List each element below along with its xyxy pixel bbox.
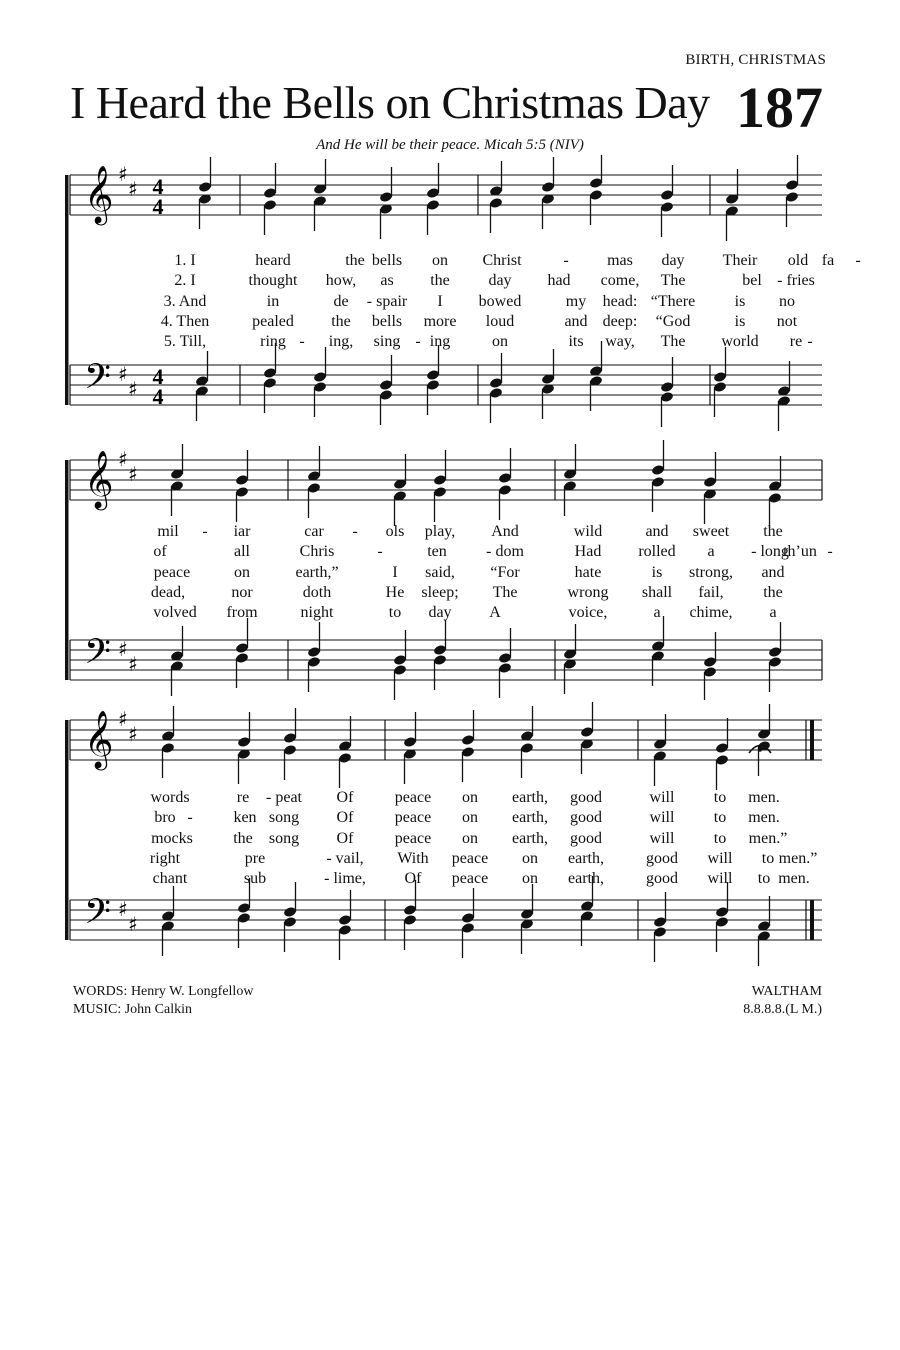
lyric-syllable: - xyxy=(415,333,421,351)
treble-staff xyxy=(70,702,822,790)
lyric-syllable: bells xyxy=(371,312,403,330)
lyric-syllable: way, xyxy=(605,333,635,351)
lyric-syllable: ols xyxy=(385,523,405,540)
lyric-syllable: ken xyxy=(233,809,257,827)
lyric-syllable: and xyxy=(761,563,785,581)
lyric-syllable: 5. Till, xyxy=(163,333,207,351)
lyric-syllable: thought xyxy=(248,272,298,290)
final-barline xyxy=(810,900,814,940)
lyric-syllable: rolled xyxy=(638,543,676,561)
lyric-syllable: the xyxy=(430,272,450,290)
lyric-syllable: mocks xyxy=(151,829,193,847)
lyric-syllable: to xyxy=(757,870,771,888)
lyric-syllable: in xyxy=(266,292,280,310)
lyric-syllable: I xyxy=(392,563,398,581)
lyric-syllable: earth,” xyxy=(295,563,339,581)
treble-clef-icon: 𝄞 xyxy=(84,165,114,223)
lyric-syllable: and xyxy=(564,312,588,330)
lyric-syllable: men.” xyxy=(748,829,788,847)
lyric-syllable: car xyxy=(304,523,324,540)
lyric-syllable: chant xyxy=(152,870,188,888)
hymn-number: 187 xyxy=(736,75,823,140)
lyric-syllable: The xyxy=(492,583,518,601)
lyric-syllable: day xyxy=(661,252,685,269)
lyric-syllable: peace xyxy=(451,849,489,867)
lyric-syllable: a xyxy=(769,604,777,622)
verse-line-5 xyxy=(0,870,900,890)
fermata-dot xyxy=(758,748,762,752)
lyric-syllable: mil xyxy=(157,523,179,540)
lyric-syllable: fail, xyxy=(698,583,724,601)
sharp-c-icon: ♯ xyxy=(128,912,138,936)
time-signature-top: 4 xyxy=(152,364,164,389)
lyric-syllable: earth, xyxy=(512,809,548,827)
lyric-syllable: on xyxy=(462,789,478,806)
sharp-f-icon: ♯ xyxy=(118,162,128,186)
bass-clef-icon: 𝄢 xyxy=(84,631,112,680)
lyric-syllable: - vail, xyxy=(326,849,364,867)
lyric-syllable: good xyxy=(570,789,602,806)
lyric-syllable: on xyxy=(462,809,478,827)
verse-line-3 xyxy=(0,564,900,584)
lyric-syllable: - spair xyxy=(366,292,408,310)
lyric-syllable: peace xyxy=(153,563,191,581)
lyric-syllable: of xyxy=(153,543,167,561)
lyric-syllable: 3. And xyxy=(163,292,207,310)
lyric-syllable: iar xyxy=(233,523,251,540)
scripture-reference: And He will be their peace. Micah 5:5 (NIV) xyxy=(316,137,584,153)
lyric-syllable: A xyxy=(489,604,501,622)
lyric-syllable: head: xyxy=(602,292,638,310)
lyric-syllable: the xyxy=(763,583,783,601)
lyric-syllable: on xyxy=(492,333,508,351)
lyric-syllable: as xyxy=(380,272,394,290)
lyric-syllable: - xyxy=(187,809,193,827)
sharp-f-icon: ♯ xyxy=(118,362,128,386)
lyric-syllable: 1. I xyxy=(174,252,196,269)
lyric-syllable: - xyxy=(827,543,833,561)
lyric-syllable: ing, xyxy=(328,333,354,351)
lyric-syllable: heard xyxy=(255,252,291,269)
lyric-syllable: bells xyxy=(371,252,403,269)
lyric-syllable: men. xyxy=(778,870,810,888)
lyric-syllable: I xyxy=(437,292,443,310)
lyric-syllable: to xyxy=(713,809,727,827)
lyric-syllable: The xyxy=(660,272,686,290)
lyric-syllable: deep: xyxy=(602,312,638,330)
lyric-syllable: is xyxy=(734,292,746,310)
lyric-syllable: to xyxy=(388,604,402,622)
lyric-syllable: - xyxy=(202,523,208,540)
lyric-syllable: Christ xyxy=(482,252,522,269)
lyric-syllable: Of xyxy=(336,789,354,806)
bass-staff xyxy=(70,616,822,700)
lyric-syllable: more xyxy=(423,312,457,330)
lyric-syllable: the xyxy=(233,829,253,847)
lyric-syllable: - xyxy=(563,252,569,269)
lyric-syllable: peace xyxy=(394,829,432,847)
lyric-syllable: the xyxy=(331,312,351,330)
lyric-syllable: song xyxy=(268,829,300,847)
lyric-syllable: Chris xyxy=(299,543,335,561)
lyric-syllable: good xyxy=(570,829,602,847)
lyric-syllable: With xyxy=(397,849,429,867)
verse-line-3 xyxy=(0,830,900,850)
lyric-syllable: on xyxy=(522,870,538,888)
verse-line-2 xyxy=(0,809,900,829)
lyric-syllable: its xyxy=(568,333,584,351)
verse-line-2 xyxy=(0,543,900,563)
lyric-syllable: sweet xyxy=(692,523,730,540)
lyric-syllable: - lime, xyxy=(324,870,366,888)
verse-line-4 xyxy=(0,313,900,333)
lyric-syllable: on xyxy=(522,849,538,867)
lyric-syllable: will xyxy=(707,870,733,888)
time-signature-top: 4 xyxy=(152,174,164,199)
lyric-syllable: to xyxy=(713,829,727,847)
lyric-syllable: - xyxy=(352,523,358,540)
lyric-syllable: on xyxy=(432,252,448,269)
lyric-syllable: to xyxy=(761,849,775,867)
lyric-syllable: will xyxy=(649,829,675,847)
lyric-syllable: re xyxy=(789,333,803,351)
lyric-syllable: world xyxy=(721,333,759,351)
sharp-c-icon: ♯ xyxy=(128,462,138,486)
lyric-syllable: men. xyxy=(748,809,780,827)
lyric-syllable: is xyxy=(651,563,663,581)
bass-clef-icon: 𝄢 xyxy=(84,356,112,405)
music-credit: MUSIC: John Calkin xyxy=(73,1002,193,1017)
lyric-syllable: wrong xyxy=(567,583,609,601)
lyric-syllable: will xyxy=(707,849,733,867)
verse-line-5 xyxy=(0,604,900,624)
lyric-syllable: and xyxy=(645,523,669,540)
lyric-syllable: chime, xyxy=(689,604,733,622)
sharp-c-icon: ♯ xyxy=(128,377,138,401)
lyric-syllable: de xyxy=(333,292,349,310)
verse-line-4 xyxy=(0,850,900,870)
lyric-syllable: on xyxy=(462,829,478,847)
lyric-syllable: play, xyxy=(424,523,456,540)
lyric-syllable: words xyxy=(150,789,190,806)
lyric-syllable: good xyxy=(570,809,602,827)
lyric-syllable: bowed xyxy=(478,292,522,310)
lyric-syllable: day xyxy=(488,272,512,290)
lyric-syllable: from xyxy=(226,604,258,622)
lyric-syllable: shall xyxy=(641,583,673,601)
lyric-syllable: to xyxy=(713,789,727,806)
lyric-syllable: re xyxy=(236,789,250,806)
time-signature-bottom: 4 xyxy=(152,194,164,219)
lyric-syllable: how, xyxy=(325,272,357,290)
lyric-syllable: said, xyxy=(425,563,455,581)
lyric-syllable: - fries xyxy=(777,272,815,290)
lyric-syllable: Of xyxy=(404,870,422,888)
lyric-syllable: 2. I xyxy=(174,272,196,290)
verse-line-1 xyxy=(0,252,900,272)
lyric-syllable: ten xyxy=(427,543,447,561)
time-signature-bottom: 4 xyxy=(152,384,164,409)
lyric-syllable: night xyxy=(300,604,334,622)
lyric-syllable: mas xyxy=(607,252,633,269)
lyric-syllable: wild xyxy=(573,523,603,540)
treble-clef-icon: 𝄞 xyxy=(84,450,114,508)
lyric-syllable: loud xyxy=(485,312,515,330)
lyric-syllable: - xyxy=(299,333,305,351)
lyric-syllable: sleep; xyxy=(421,583,459,601)
meter: 8.8.8.8.(L M.) xyxy=(743,1002,822,1017)
lyric-syllable: pealed xyxy=(252,312,294,330)
lyric-syllable: right xyxy=(149,849,181,867)
verse-line-4 xyxy=(0,584,900,604)
verse-line-3 xyxy=(0,293,900,313)
tune-name: WALTHAM xyxy=(751,984,822,999)
lyric-syllable: nor xyxy=(231,583,253,601)
lyric-syllable: - long xyxy=(751,543,789,561)
sharp-f-icon: ♯ xyxy=(118,637,128,661)
lyric-syllable: - xyxy=(807,333,813,351)
lyric-syllable: Had xyxy=(574,543,602,561)
lyric-syllable: sub xyxy=(243,870,267,888)
lyric-syllable: is xyxy=(734,312,746,330)
bass-clef-icon: 𝄢 xyxy=(84,891,112,940)
lyric-syllable: peace xyxy=(451,870,489,888)
lyric-syllable: - peat xyxy=(266,789,302,806)
treble-staff xyxy=(70,440,822,528)
treble-clef-icon: 𝄞 xyxy=(84,710,114,768)
lyric-syllable: He xyxy=(385,583,405,601)
hymn-title: I Heard the Bells on Christmas Day xyxy=(70,77,710,128)
verse-line-1 xyxy=(0,523,900,543)
lyric-syllable: “God xyxy=(655,312,691,330)
lyric-syllable: will xyxy=(649,789,675,806)
lyric-syllable: song xyxy=(268,809,300,827)
lyric-syllable: Of xyxy=(336,809,354,827)
lyric-syllable: a xyxy=(707,543,715,561)
lyric-syllable: come, xyxy=(600,272,640,290)
credits xyxy=(73,983,253,1019)
lyric-syllable: - dom xyxy=(486,543,524,561)
lyric-syllable: peace xyxy=(394,809,432,827)
lyric-syllable: earth, xyxy=(512,829,548,847)
lyric-syllable: Of xyxy=(336,829,354,847)
lyric-syllable: not xyxy=(776,312,798,330)
lyric-syllable: the xyxy=(763,523,783,540)
lyric-syllable: th’un xyxy=(783,543,817,561)
lyric-syllable: pre xyxy=(244,849,266,867)
lyric-syllable: good xyxy=(646,870,678,888)
verse-line-2 xyxy=(0,272,900,292)
lyric-syllable: good xyxy=(646,849,678,867)
treble-staff xyxy=(70,155,822,241)
verse-line-1 xyxy=(0,789,900,809)
lyric-syllable: - xyxy=(855,252,861,269)
lyric-syllable: no xyxy=(779,292,795,310)
lyric-syllable: Their xyxy=(722,252,758,269)
lyric-syllable: fa xyxy=(821,252,835,269)
lyric-syllable: my xyxy=(565,292,587,310)
lyric-syllable: The xyxy=(660,333,686,351)
lyric-syllable: peace xyxy=(394,789,432,806)
lyric-syllable: all xyxy=(234,543,250,561)
lyric-syllable: bro xyxy=(154,809,176,827)
lyric-syllable: doth xyxy=(302,583,332,601)
lyric-syllable: dead, xyxy=(150,583,186,601)
sharp-f-icon: ♯ xyxy=(118,707,128,731)
sharp-f-icon: ♯ xyxy=(118,447,128,471)
lyric-syllable: hate xyxy=(574,563,602,581)
lyric-syllable: day xyxy=(428,604,452,622)
lyric-syllable: ring xyxy=(260,333,286,351)
lyric-syllable: bel xyxy=(742,272,762,290)
lyric-syllable: “For xyxy=(490,563,520,581)
sharp-c-icon: ♯ xyxy=(128,722,138,746)
lyric-syllable: had xyxy=(547,272,571,290)
lyric-syllable: sing xyxy=(373,333,401,351)
lyric-syllable: volved xyxy=(153,604,197,622)
lyric-syllable: strong, xyxy=(689,563,733,581)
lyric-syllable: on xyxy=(234,563,250,581)
lyric-syllable: men. xyxy=(748,789,780,806)
lyric-syllable: 4. Then xyxy=(160,312,210,330)
lyric-syllable: earth, xyxy=(568,849,604,867)
lyric-syllable: old xyxy=(787,252,809,269)
lyric-syllable: the xyxy=(345,252,365,269)
lyric-syllable: earth, xyxy=(512,789,548,806)
sharp-c-icon: ♯ xyxy=(128,177,138,201)
lyric-syllable: men.” xyxy=(778,849,818,867)
sharp-f-icon: ♯ xyxy=(118,897,128,921)
verse-line-5 xyxy=(0,333,900,353)
words-credit: WORDS: Henry W. Longfellow xyxy=(73,984,254,999)
tune-info xyxy=(743,983,822,1019)
lyric-syllable: And xyxy=(491,523,519,540)
bass-staff xyxy=(70,341,822,431)
hymn-category: BIRTH, CHRISTMAS xyxy=(685,52,826,68)
lyric-syllable: will xyxy=(649,809,675,827)
lyric-syllable: - xyxy=(377,543,383,561)
lyric-syllable: “There xyxy=(650,292,696,310)
lyric-syllable: voice, xyxy=(568,604,608,622)
sharp-c-icon: ♯ xyxy=(128,652,138,676)
lyric-syllable: ing xyxy=(429,333,451,351)
lyric-syllable: earth, xyxy=(568,870,604,888)
final-barline xyxy=(810,720,814,760)
lyric-syllable: a xyxy=(653,604,661,622)
